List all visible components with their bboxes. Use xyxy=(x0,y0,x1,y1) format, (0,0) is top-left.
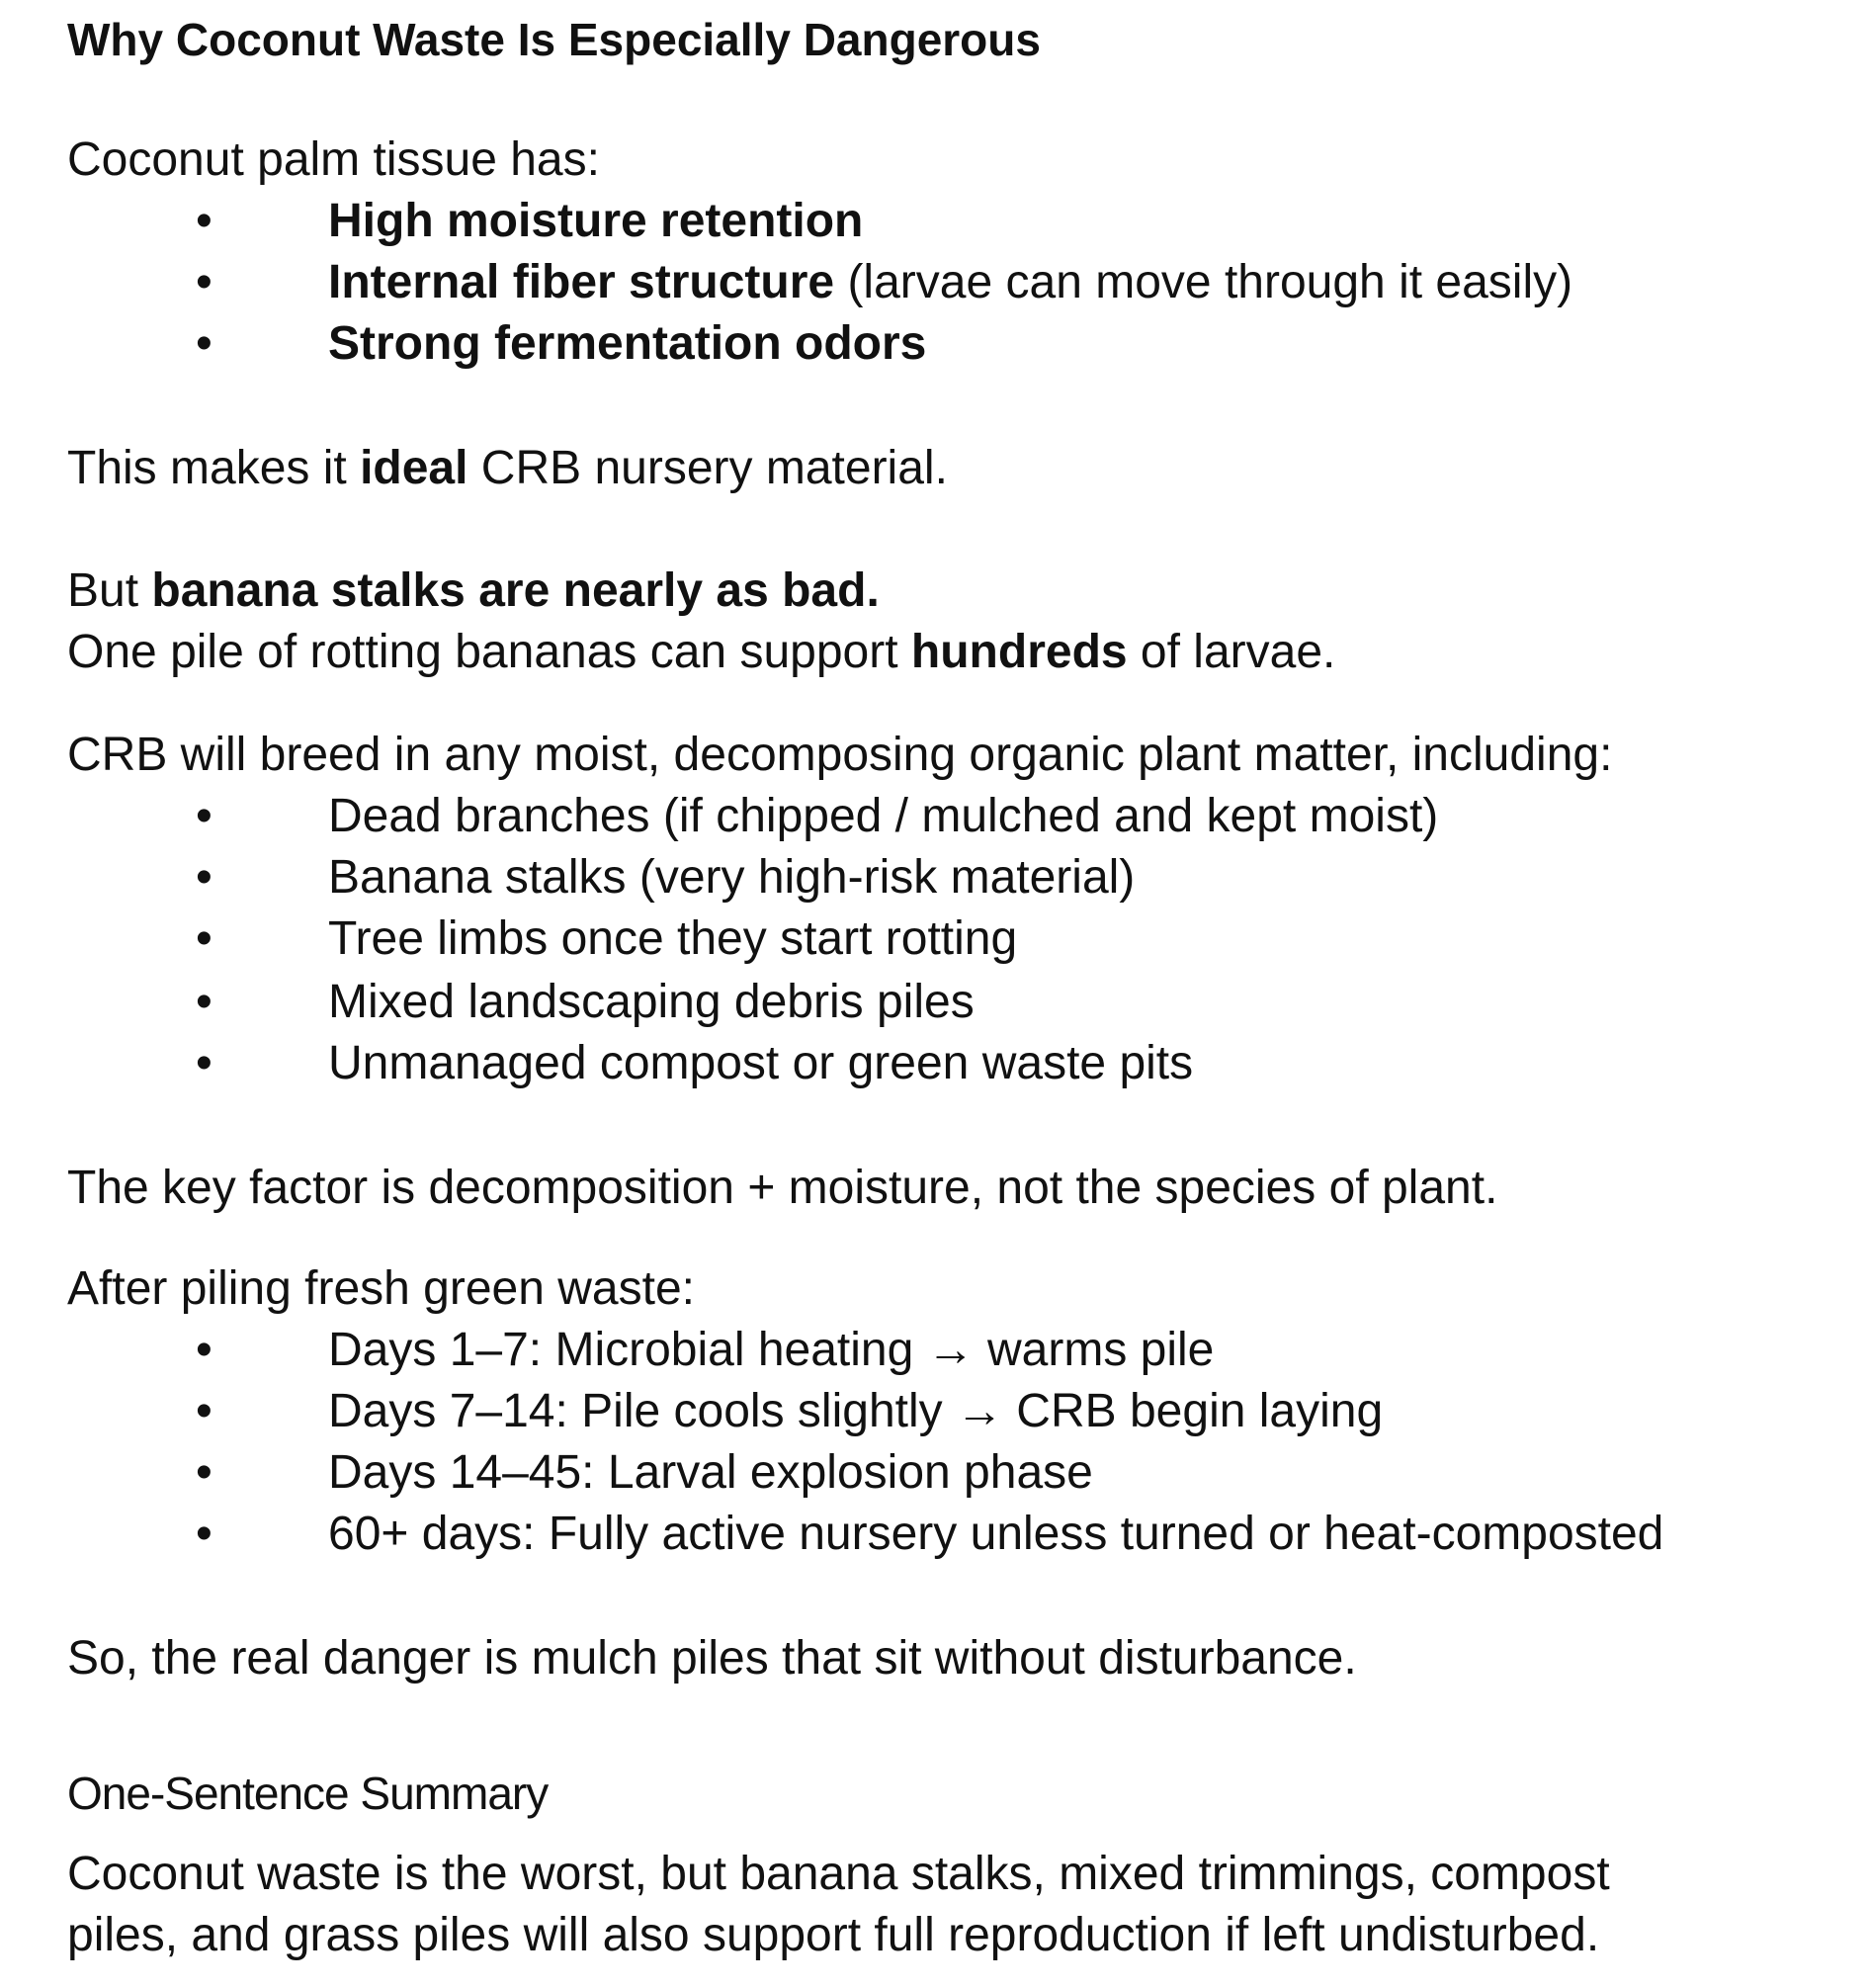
bullet-icon: • xyxy=(196,317,212,370)
list-item: Tree limbs once they start rotting xyxy=(328,912,1018,965)
intro-paragraph: Coconut palm tissue has: xyxy=(67,133,600,186)
bullet-icon: • xyxy=(196,790,212,842)
bullet-icon: • xyxy=(196,195,212,247)
bullet-icon: • xyxy=(196,976,212,1028)
list-item: Banana stalks (very high-risk material) xyxy=(328,851,1136,904)
timeline-intro-paragraph: After piling fresh green waste: xyxy=(67,1262,695,1315)
list-item: Days 7–14: Pile cools slightly → CRB begin laying xyxy=(328,1385,1384,1437)
list-item: Strong fermentation odors xyxy=(328,317,927,370)
danger-paragraph: So, the real danger is mulch piles that sit without disturbance. xyxy=(67,1632,1357,1685)
list-item: Mixed landscaping debris piles xyxy=(328,976,975,1028)
key-factor-paragraph: The key factor is decomposition + moisture, not the species of plant. xyxy=(67,1162,1498,1214)
summary-line: piles, and grass piles will also support full reproduction if left undisturbed. xyxy=(67,1909,1600,1961)
bullet-icon: • xyxy=(196,1446,212,1499)
list-item: High moisture retention xyxy=(328,195,864,247)
hundreds-paragraph: One pile of rotting bananas can support hundreds of larvae. xyxy=(67,626,1336,678)
bullet-icon: • xyxy=(196,912,212,965)
bullet-icon: • xyxy=(196,1324,212,1376)
list-item: Days 1–7: Microbial heating → warms pile xyxy=(328,1324,1215,1376)
summary-heading: One-Sentence Summary xyxy=(67,1768,549,1819)
bullet-icon: • xyxy=(196,1037,212,1089)
ideal-paragraph: This makes it ideal CRB nursery material. xyxy=(67,442,948,494)
bullet-icon: • xyxy=(196,1385,212,1437)
breed-intro-paragraph: CRB will breed in any moist, decomposing organic plant matter, including: xyxy=(67,729,1613,781)
list-item: Internal fiber structure (larvae can move through it easily) xyxy=(328,256,1573,308)
summary-line: Coconut waste is the worst, but banana stalks, mixed trimmings, compost xyxy=(67,1848,1610,1900)
list-item: Dead branches (if chipped / mulched and kept moist) xyxy=(328,790,1439,842)
bullet-icon: • xyxy=(196,851,212,904)
bullet-icon: • xyxy=(196,256,212,308)
list-item: Unmanaged compost or green waste pits xyxy=(328,1037,1194,1089)
page-title: Why Coconut Waste Is Especially Dangerous xyxy=(67,14,1041,65)
list-item: Days 14–45: Larval explosion phase xyxy=(328,1446,1093,1499)
banana-paragraph: But banana stalks are nearly as bad. xyxy=(67,564,880,617)
bullet-icon: • xyxy=(196,1508,212,1560)
list-item: 60+ days: Fully active nursery unless turned or heat-composted xyxy=(328,1508,1664,1560)
